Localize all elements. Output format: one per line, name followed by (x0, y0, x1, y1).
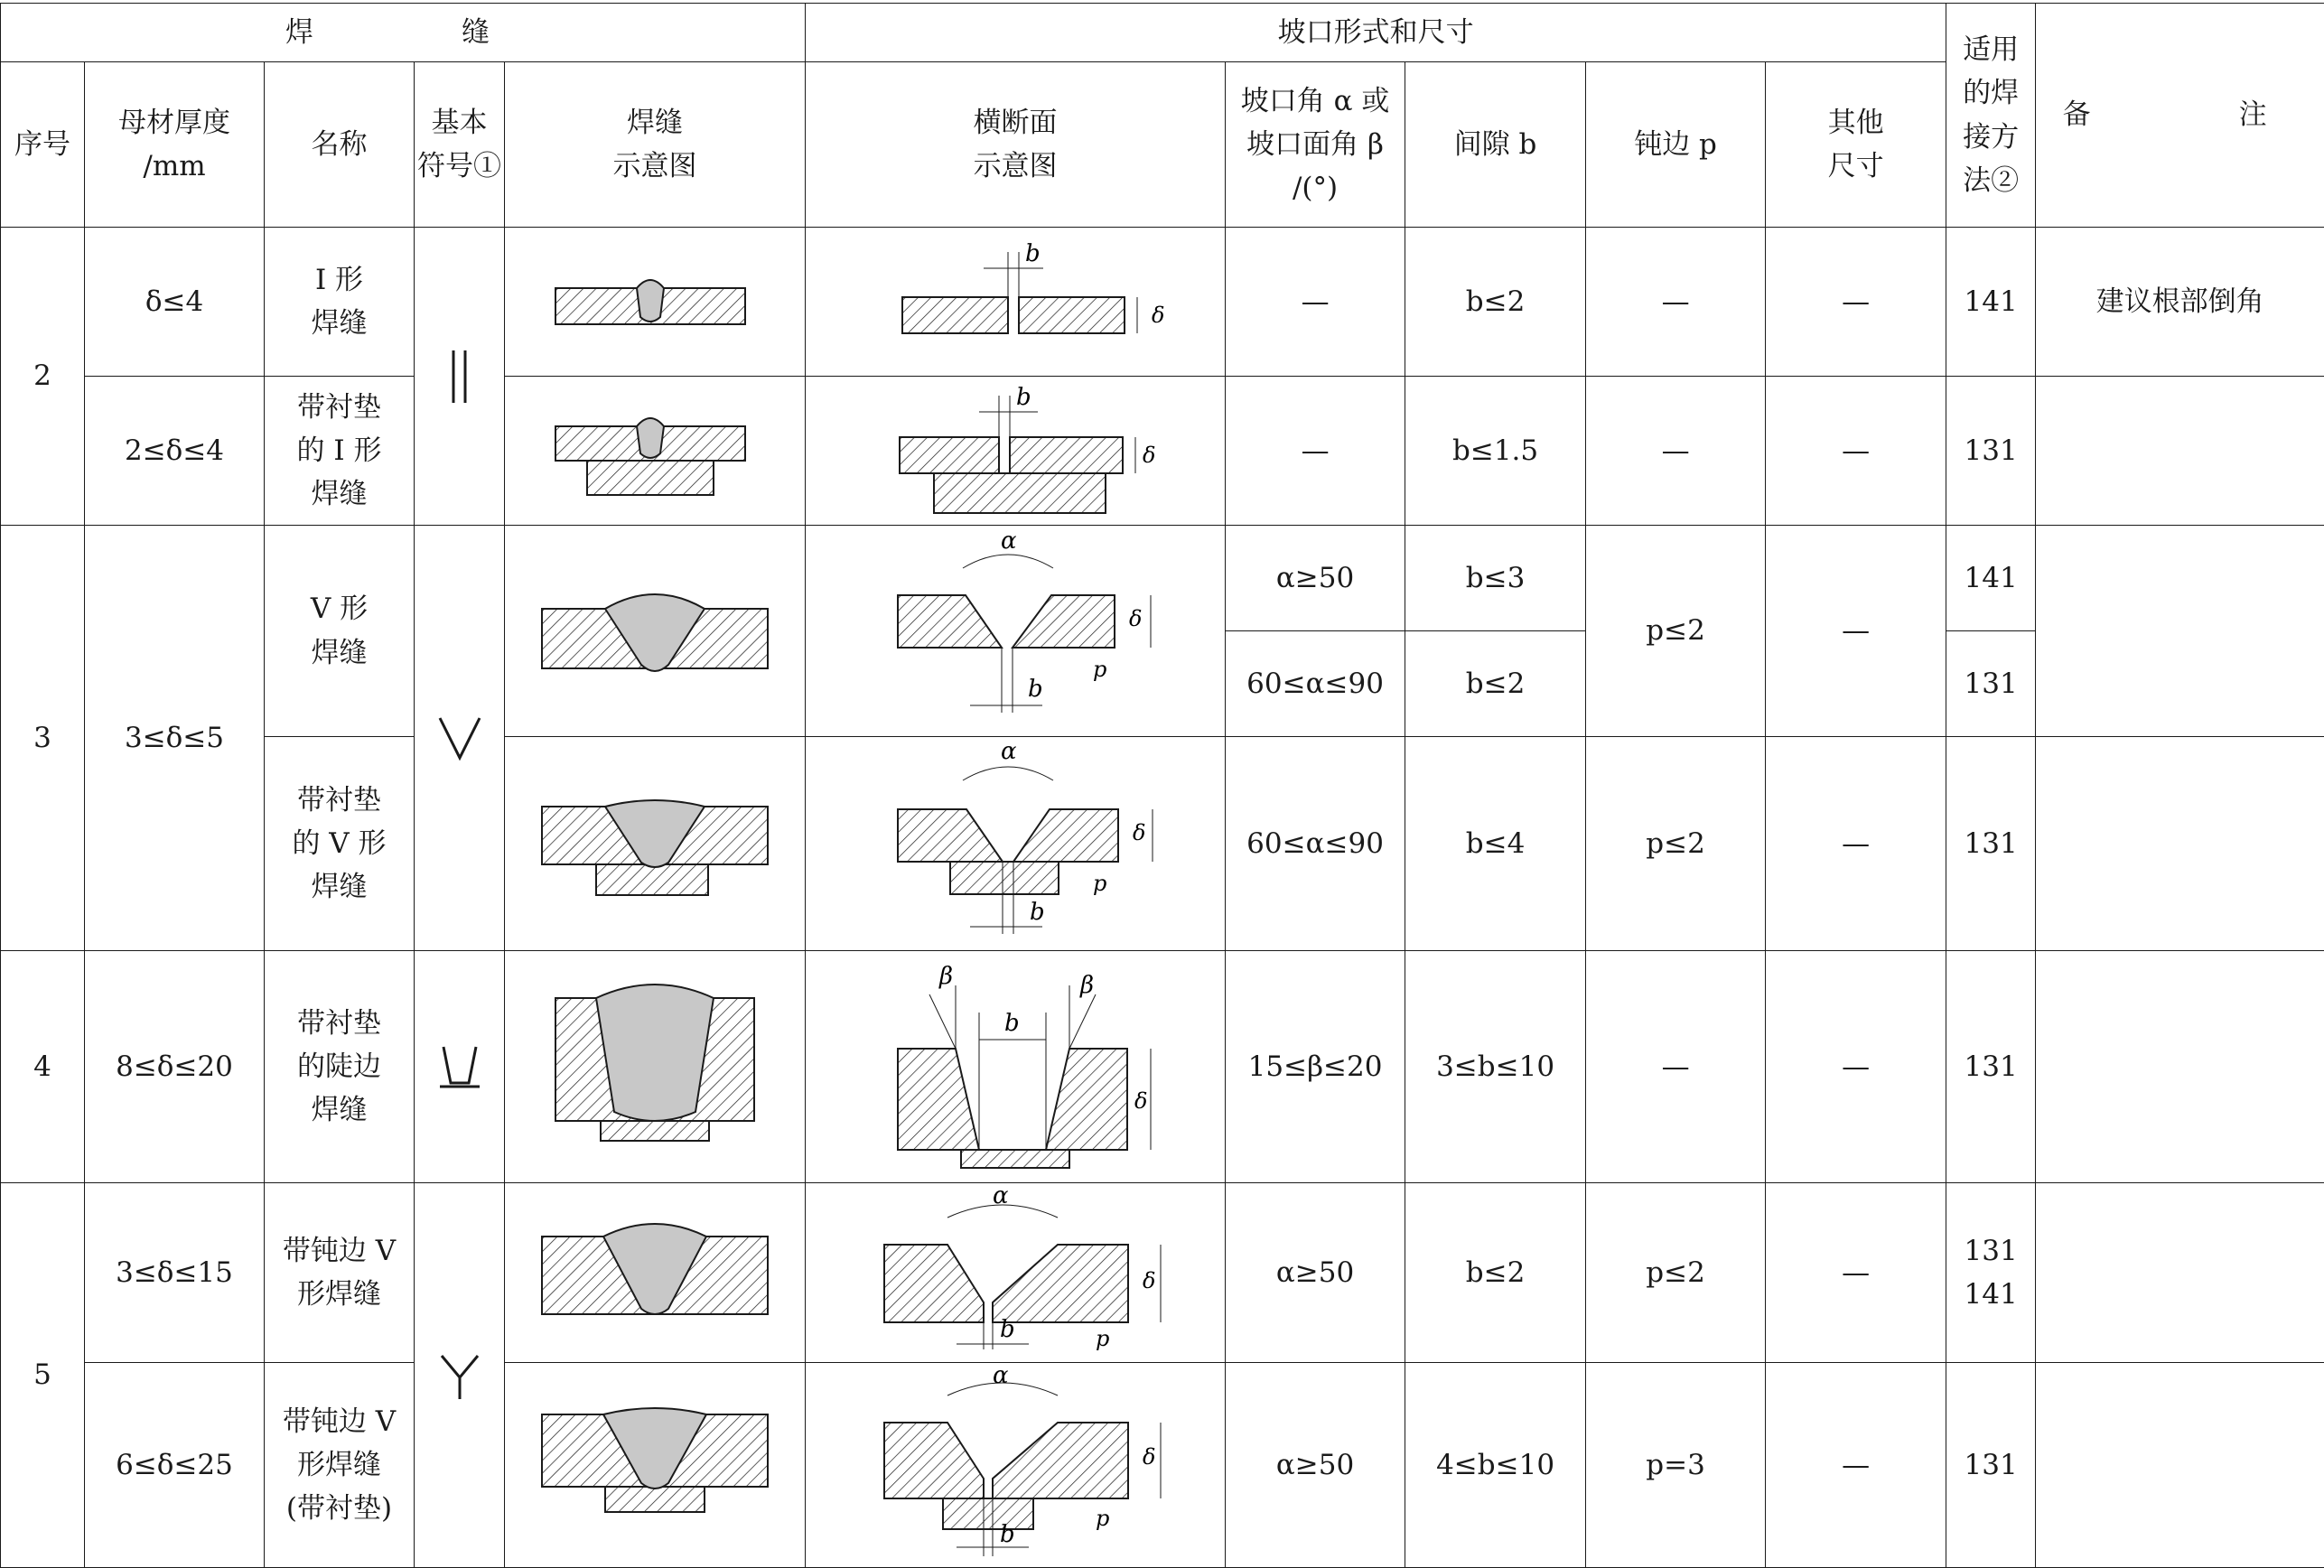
cross-section-cell (806, 377, 1226, 526)
gap-cell: 3≤b≤10 (1405, 951, 1586, 1183)
remark-cell (2036, 1183, 2324, 1363)
other-cell: — (1766, 1363, 1946, 1568)
table-row (1, 526, 2324, 631)
thickness-cell: 3≤δ≤15 (85, 1183, 265, 1363)
process-cell: 131 141 (1946, 1183, 2036, 1363)
thickness-cell: 2≤δ≤4 (85, 377, 265, 526)
thickness-label: δ (1143, 1444, 1156, 1470)
remark-cell (2036, 1363, 2324, 1568)
root-face-cell: — (1586, 377, 1766, 526)
other-cell: — (1766, 1183, 1946, 1363)
cross-section-cell (806, 737, 1226, 951)
gap-cell: b≤2 (1405, 228, 1586, 377)
weld-joint-table (0, 3, 2324, 1568)
table-row (1, 1183, 2324, 1363)
weld-name-cell: 带钝边 V 形焊缝 (265, 1183, 415, 1363)
weld-sketch-cell (505, 951, 806, 1183)
remark-cell (2036, 951, 2324, 1183)
symbol-cell (415, 1183, 505, 1568)
v-weld-sketch (533, 582, 777, 681)
table-row (1, 377, 2324, 526)
remark-cell (2036, 377, 2324, 526)
angle-cell: 60≤α≤90 (1226, 737, 1405, 951)
thickness-cell: 6≤δ≤25 (85, 1363, 265, 1568)
other-cell: — (1766, 377, 1946, 526)
y-symbol-icon (433, 1349, 487, 1403)
angle-label: α (993, 1367, 1009, 1389)
i-weld-backing-sketch (546, 401, 763, 500)
cross-section-cell (806, 1183, 1226, 1363)
gap-cell: b≤2 (1405, 1183, 1586, 1363)
remark-header: 备 注 (2036, 4, 2324, 228)
other-cell: — (1766, 951, 1946, 1183)
no-header: 序号 (1, 62, 85, 228)
weld-sketch-cell (505, 737, 806, 951)
gap-label: b (1016, 384, 1031, 411)
cross-section-cell (806, 526, 1226, 737)
other-cell: — (1766, 228, 1946, 377)
angle-cell: 15≤β≤20 (1226, 951, 1405, 1183)
angle-label: α (1001, 531, 1017, 555)
cross-section-cell (806, 1363, 1226, 1568)
process-cell: 141 (1946, 228, 2036, 377)
y-groove-backing-cross-section (857, 1367, 1173, 1563)
symbol-header: 基本 符号① (415, 62, 505, 228)
gap-label: b (1025, 240, 1041, 267)
root-face-label: p (1096, 1506, 1110, 1531)
symbol-cell (415, 526, 505, 951)
weld-sketch-cell (505, 1183, 806, 1363)
gap-label: b (1030, 899, 1045, 926)
root-face-label: p (1093, 871, 1107, 896)
i-weld-sketch (546, 261, 763, 342)
other-header: 其他 尺寸 (1766, 62, 1946, 228)
symbol-cell (415, 228, 505, 526)
weld-sketch-cell (505, 526, 806, 737)
process-header: 适用 的焊 接方 法② (1946, 4, 2036, 228)
thickness-cell: δ≤4 (85, 228, 265, 377)
weld-sketch-header: 焊缝 示意图 (505, 62, 806, 228)
angle-label: α (993, 1187, 1009, 1209)
groove-group-header: 坡口形式和尺寸 (806, 4, 1946, 62)
cross-section-cell (806, 951, 1226, 1183)
bevel-angle-label: β (939, 963, 954, 990)
angle-cell: α≥50 (1226, 1183, 1405, 1363)
weld-group-header: 焊 缝 (1, 4, 806, 62)
v-weld-backing-sketch (533, 785, 777, 902)
header-row-groups (1, 4, 2324, 62)
angle-header: 坡口角 α 或 坡口面角 β /(°) (1226, 62, 1405, 228)
gap-cell: b≤2 (1405, 631, 1586, 737)
i-groove-cross-section (866, 234, 1164, 369)
i-groove-backing-cross-section (866, 383, 1164, 518)
row-number: 2 (1, 228, 85, 526)
angle-cell: — (1226, 377, 1405, 526)
weld-name-cell: V 形 焊缝 (265, 526, 415, 737)
root-face-label: p (1093, 656, 1107, 682)
root-face-cell: — (1586, 951, 1766, 1183)
root-face-cell: — (1586, 228, 1766, 377)
weld-sketch-cell (505, 377, 806, 526)
gap-header: 间隙 b (1405, 62, 1586, 228)
cross-section-cell (806, 228, 1226, 377)
angle-cell: α≥50 (1226, 526, 1405, 631)
thickness-cell: 3≤δ≤5 (85, 526, 265, 951)
root-face-label: p (1096, 1326, 1110, 1351)
steep-flank-cross-section (862, 958, 1169, 1175)
gap-label: b (1004, 1010, 1020, 1037)
root-face-cell: p≤2 (1586, 1183, 1766, 1363)
thickness-label: δ (1134, 1088, 1148, 1114)
thickness-label: δ (1143, 443, 1156, 468)
thickness-label: δ (1133, 820, 1146, 845)
v-groove-cross-section (862, 532, 1169, 731)
angle-label: α (1001, 741, 1017, 765)
steep-flank-symbol-icon (433, 1040, 487, 1094)
other-cell: — (1766, 737, 1946, 951)
root-face-cell: p≤2 (1586, 737, 1766, 951)
table-row (1, 228, 2324, 377)
gap-cell: 4≤b≤10 (1405, 1363, 1586, 1568)
row-number: 4 (1, 951, 85, 1183)
table-row (1, 951, 2324, 1183)
v-groove-backing-cross-section (862, 741, 1169, 947)
gap-cell: b≤1.5 (1405, 377, 1586, 526)
weld-name-cell: 带衬垫 的 I 形 焊缝 (265, 377, 415, 526)
y-weld-sketch (533, 1209, 777, 1336)
thickness-header: 母材厚度 /mm (85, 62, 265, 228)
process-cell: 141 (1946, 526, 2036, 631)
remark-cell: 建议根部倒角 (2036, 228, 2324, 377)
remark-cell (2036, 737, 2324, 951)
gap-label: b (1000, 1521, 1015, 1548)
v-symbol-icon (433, 711, 487, 765)
row-number: 5 (1, 1183, 85, 1568)
steep-flank-weld-sketch (542, 976, 768, 1157)
remark-cell (2036, 526, 2324, 737)
gap-label: b (1000, 1316, 1015, 1343)
symbol-cell (415, 951, 505, 1183)
process-cell: 131 (1946, 1363, 2036, 1568)
other-cell: — (1766, 526, 1946, 737)
root-face-cell: p≤2 (1586, 526, 1766, 737)
bevel-angle-label: β (1080, 972, 1095, 999)
thickness-label: δ (1129, 605, 1143, 631)
name-header: 名称 (265, 62, 415, 228)
double-bar-symbol-icon (442, 345, 478, 408)
thickness-label: δ (1143, 1268, 1156, 1293)
weld-name-cell: I 形 焊缝 (265, 228, 415, 377)
row-number: 3 (1, 526, 85, 951)
process-cell: 131 (1946, 951, 2036, 1183)
root-face-header: 钝边 p (1586, 62, 1766, 228)
process-cell: 131 (1946, 737, 2036, 951)
gap-cell: b≤3 (1405, 526, 1586, 631)
angle-cell: — (1226, 228, 1405, 377)
gap-label: b (1028, 675, 1043, 703)
y-weld-backing-sketch (533, 1393, 777, 1537)
table-row (1, 737, 2324, 951)
angle-cell: 60≤α≤90 (1226, 631, 1405, 737)
process-cell: 131 (1946, 377, 2036, 526)
process-cell: 131 (1946, 631, 2036, 737)
angle-cell: α≥50 (1226, 1363, 1405, 1568)
thickness-cell: 8≤δ≤20 (85, 951, 265, 1183)
gap-cell: b≤4 (1405, 737, 1586, 951)
thickness-label: δ (1152, 303, 1165, 328)
table-row (1, 1363, 2324, 1568)
weld-name-cell: 带钝边 V 形焊缝 (带衬垫) (265, 1363, 415, 1568)
cross-section-header: 横断面 示意图 (806, 62, 1226, 228)
weld-sketch-cell (505, 228, 806, 377)
weld-sketch-cell (505, 1363, 806, 1568)
weld-name-cell: 带衬垫 的陡边 焊缝 (265, 951, 415, 1183)
root-face-cell: p=3 (1586, 1363, 1766, 1568)
weld-name-cell: 带衬垫 的 V 形 焊缝 (265, 737, 415, 951)
y-groove-cross-section (857, 1187, 1173, 1358)
